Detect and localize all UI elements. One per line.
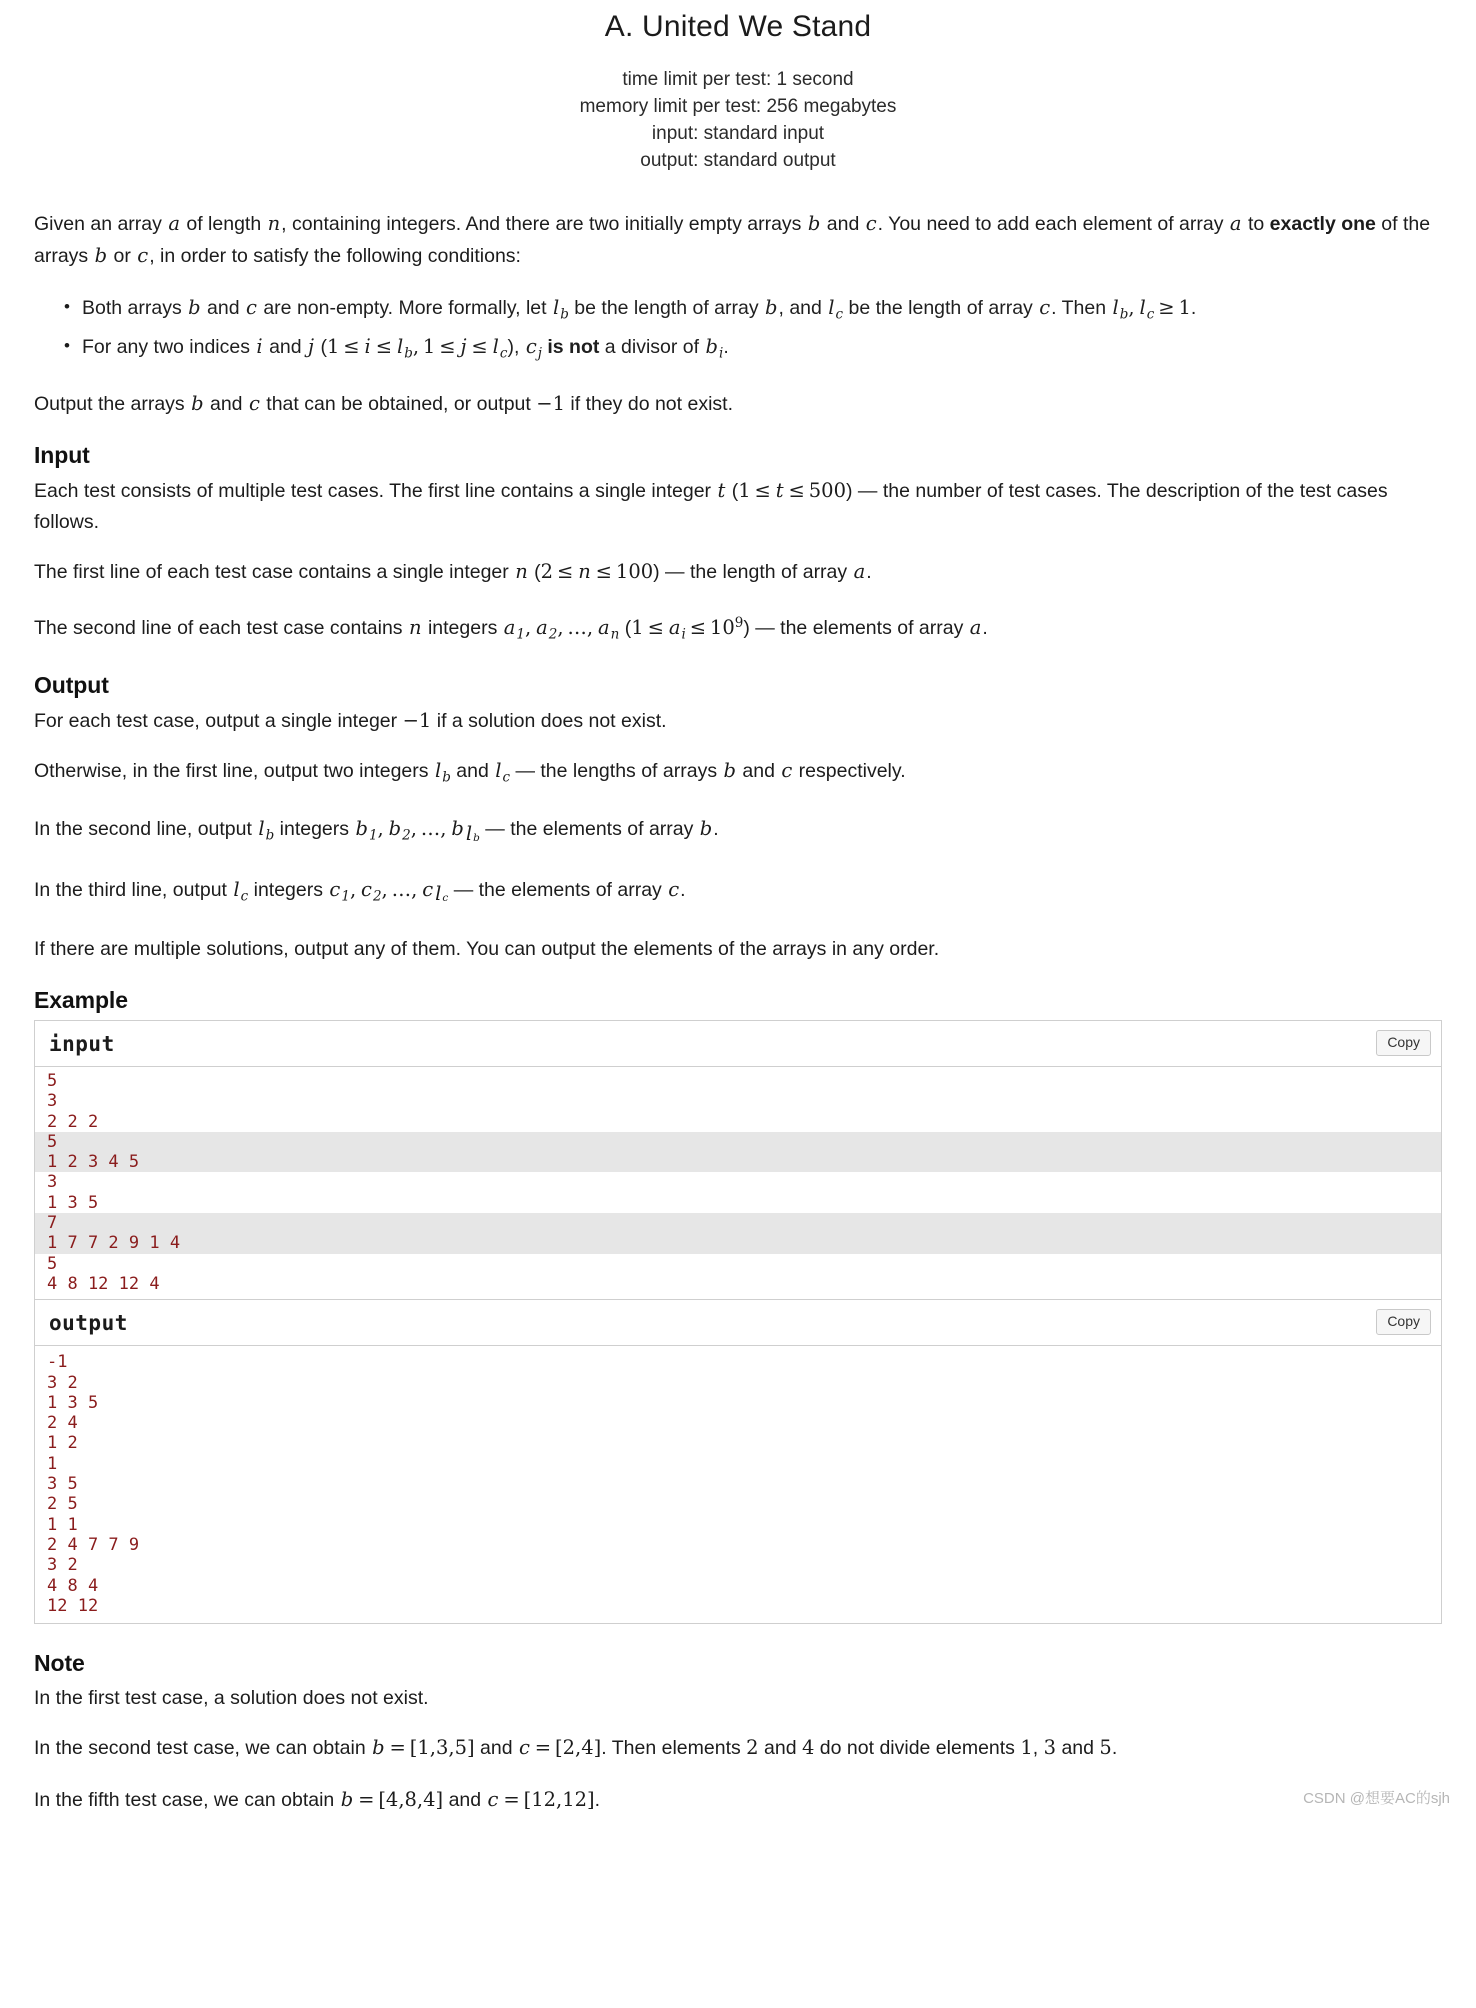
- input-spec: input: standard input: [651, 123, 825, 144]
- sample-output-line: 1: [47, 1453, 58, 1474]
- text-run: ),: [507, 336, 525, 359]
- sample-input-line: 1 2 3 4 5: [35, 1152, 1441, 1172]
- math-b: b: [451, 817, 464, 841]
- math-c: c: [487, 1788, 499, 1812]
- math-t-range: 1 ≤: [738, 478, 775, 502]
- text-run: Both arrays: [82, 297, 188, 319]
- math-sub-b: b: [442, 769, 451, 786]
- text-run: be the length of array: [843, 297, 1039, 319]
- math-a-range: 1 ≤: [631, 615, 668, 639]
- sample-output-line: 2 4: [47, 1413, 78, 1434]
- math-l: l: [1112, 296, 1119, 319]
- text-run: In the third line, output: [34, 878, 233, 901]
- math-l: l: [828, 296, 835, 319]
- text-run: . You need to add each element of array: [877, 213, 1229, 235]
- math-c: c: [781, 758, 793, 782]
- math-comma: , 1 ≤: [412, 335, 460, 359]
- math-c: c: [668, 877, 680, 901]
- text-run: — the lengths of arrays: [510, 759, 723, 782]
- sample-output-line: 4 8 4: [47, 1575, 99, 1596]
- math-sub-c: c: [1146, 306, 1155, 323]
- math-eq-c: =: [530, 1736, 556, 1760]
- text-run: integers: [422, 616, 503, 639]
- math-b-value-5: [4,8,4]: [378, 1788, 444, 1812]
- math-i: i: [364, 335, 371, 359]
- math-ineq: ≤: [467, 335, 492, 359]
- note-paragraph-3: [34, 1784, 1442, 1816]
- text-run: Each test consists of multiple test cases. The first line contains a single integer: [34, 479, 717, 502]
- problem-header: [0, 0, 1476, 174]
- page-title: A. United We Stand: [604, 10, 872, 43]
- text-run: .: [594, 1789, 601, 1812]
- text-run: .: [713, 818, 719, 841]
- problem-content: [0, 208, 1476, 1816]
- text-run: if they do not exist.: [564, 392, 733, 415]
- math-two: 2: [746, 1736, 759, 1760]
- math-sub-lb: [465, 821, 480, 845]
- math-minus-one: −1: [402, 708, 432, 732]
- text-run: The second line of each test case contains: [34, 616, 408, 639]
- text-run: ,: [1032, 1737, 1044, 1760]
- math-four: 4: [801, 1736, 815, 1760]
- sample-output-header: [35, 1299, 1441, 1346]
- math-c: c: [329, 877, 341, 901]
- math-sub-n: n: [610, 625, 620, 642]
- math-sub-c: c: [442, 891, 449, 904]
- text-run: and: [450, 759, 495, 782]
- memory-limit: memory limit per test: 256 megabytes: [579, 96, 897, 117]
- text-run: ) — the length of array: [653, 560, 853, 583]
- sample-output-line: 2 5: [47, 1494, 78, 1515]
- sample-input-line: 7: [35, 1213, 1441, 1233]
- text-run: and: [758, 1737, 802, 1760]
- sample-input-data[interactable]: [35, 1067, 1441, 1299]
- sample-output-line: 1 1: [47, 1514, 78, 1535]
- math-b: b: [723, 758, 736, 782]
- math-b: b: [340, 1788, 354, 1812]
- sample-output-line: 2 4 7 7 9: [47, 1534, 140, 1555]
- math-b: b: [188, 296, 201, 319]
- math-three: 3: [1043, 1736, 1057, 1760]
- math-ineq: ≤: [371, 335, 396, 359]
- math-sub-c: c: [240, 887, 249, 904]
- text-run: .: [1111, 1737, 1118, 1760]
- math-sub-b: b: [1119, 306, 1129, 323]
- math-sub-b: b: [265, 827, 275, 844]
- sample-input-line: 1 3 5: [47, 1192, 99, 1213]
- math-n: n: [578, 559, 591, 583]
- math-comma: ,: [1128, 296, 1139, 319]
- statement-paragraph-1: [34, 208, 1442, 272]
- math-l: l: [258, 817, 265, 841]
- text-run: and: [263, 336, 308, 359]
- text-run: and: [1056, 1737, 1100, 1760]
- sample-tests: [34, 1020, 1442, 1624]
- math-n-range: 2 ≤: [540, 559, 578, 583]
- math-a: a: [168, 212, 180, 235]
- sample-input-line: 3: [47, 1172, 58, 1193]
- text-run: integers: [274, 818, 355, 841]
- math-a: a: [503, 615, 516, 639]
- math-a: a: [598, 615, 610, 639]
- text-run: or: [108, 245, 137, 267]
- math-sub-b: b: [404, 345, 413, 362]
- text-run: In the second line, output: [34, 818, 258, 841]
- statement-paragraph-2: [34, 388, 1442, 420]
- output-paragraph-4: [34, 874, 1442, 914]
- math-l: l: [434, 758, 442, 782]
- sample-input-line: 5: [47, 1253, 58, 1274]
- text-run: . Then: [1051, 297, 1112, 319]
- math-l: l: [552, 296, 560, 319]
- math-a: a: [668, 615, 681, 639]
- math-l: l: [1139, 296, 1146, 319]
- sample-output-data[interactable]: [35, 1346, 1441, 1623]
- sample-input-line: 2 2 2: [47, 1111, 99, 1132]
- math-sub-b: b: [473, 831, 480, 844]
- math-j: j: [308, 335, 315, 359]
- math-c: c: [865, 212, 877, 235]
- section-heading-example: Example: [34, 986, 128, 1013]
- text-run: ) — the elements of array: [743, 616, 969, 639]
- text-run: a divisor of: [599, 336, 705, 359]
- text-run: In the second test case, we can obtain: [34, 1737, 372, 1760]
- text-run: (: [619, 616, 632, 639]
- math-b: b: [765, 296, 778, 319]
- math-one: 1: [1020, 1736, 1033, 1760]
- math-c: c: [248, 391, 260, 415]
- math-sub-c: c: [502, 769, 511, 786]
- input-paragraph-1: [34, 475, 1442, 538]
- emphasis-is-not: is not: [547, 336, 600, 359]
- copy-input-button[interactable]: Copy: [1376, 1030, 1431, 1056]
- math-b: b: [94, 244, 108, 267]
- text-run: and: [821, 213, 865, 235]
- output-spec: output: standard output: [640, 150, 836, 171]
- copy-output-button[interactable]: Copy: [1376, 1309, 1431, 1335]
- math-sub-c: c: [499, 345, 508, 362]
- text-run: .: [982, 616, 988, 639]
- input-paragraph-3: [34, 608, 1442, 650]
- math-dots: , …,: [381, 877, 422, 901]
- output-paragraph-2: [34, 755, 1442, 793]
- text-run: .: [723, 336, 729, 359]
- text-run: (: [528, 560, 541, 583]
- math-a: a: [1229, 212, 1242, 235]
- math-b: b: [705, 335, 718, 359]
- math-c: c: [525, 335, 537, 359]
- text-run: .: [866, 560, 872, 583]
- text-run: Output the arrays: [34, 392, 191, 415]
- math-a: a: [853, 559, 866, 583]
- math-comma: ,: [377, 817, 388, 841]
- text-run: of the arrays: [34, 213, 1431, 267]
- text-run: of length: [180, 213, 267, 235]
- math-eq-c: =: [499, 1788, 524, 1812]
- sample-output-line: 1 2: [47, 1433, 78, 1454]
- math-c: c: [422, 877, 434, 901]
- math-minus-one: −1: [536, 391, 565, 415]
- sample-output-line: 12 12: [47, 1595, 99, 1616]
- math-c: c: [518, 1736, 530, 1760]
- text-run: that can be obtained, or output: [260, 392, 537, 415]
- text-run: .: [1190, 297, 1197, 319]
- math-sub-lc: [434, 881, 449, 905]
- math-b: b: [388, 817, 402, 841]
- math-l: l: [495, 758, 502, 782]
- text-run: integers: [248, 878, 329, 901]
- math-sub-i: i: [681, 625, 686, 642]
- math-eq-b: =: [385, 1736, 410, 1760]
- output-paragraph-3: [34, 813, 1442, 853]
- text-run: to: [1242, 213, 1270, 235]
- text-run: are non-empty. More formally, let: [257, 297, 552, 319]
- math-c-value: [2,4]: [555, 1736, 602, 1760]
- sample-output-line: 3 5: [47, 1474, 78, 1495]
- math-b: b: [807, 212, 821, 235]
- text-run: For each test case, output a single integer: [34, 709, 403, 732]
- sample-output-line: -1: [47, 1352, 68, 1373]
- sample-input-line: 5: [47, 1070, 58, 1091]
- math-sub-i: i: [718, 345, 724, 362]
- math-l: l: [233, 877, 240, 901]
- output-paragraph-1: [34, 705, 1442, 737]
- section-heading-note: Note: [34, 1650, 85, 1677]
- text-run: — the elements of array: [479, 818, 699, 841]
- sample-input-line: 4 8 12 12 4: [47, 1273, 160, 1294]
- math-b: b: [699, 817, 713, 841]
- text-run: and: [201, 297, 245, 319]
- emphasis-exactly-one: exactly one: [1269, 213, 1376, 235]
- math-sub-2: 2: [372, 887, 382, 904]
- sample-input-line: 1 7 7 2 9 1 4: [35, 1233, 1441, 1253]
- math-sup-9: 9: [734, 614, 744, 631]
- text-run: and: [443, 1789, 487, 1812]
- math-t: t: [775, 478, 784, 502]
- math-comma: ,: [525, 615, 536, 639]
- note-paragraph-2: [34, 1732, 1442, 1764]
- math-sub-1: 1: [368, 827, 378, 844]
- math-b-value: [1,3,5]: [409, 1736, 475, 1760]
- text-run: (: [315, 336, 327, 359]
- math-sub-1: 1: [341, 887, 350, 904]
- text-run: , containing integers. And there are two initially empty arrays: [281, 213, 807, 235]
- text-run: and: [736, 759, 781, 782]
- input-paragraph-2: [34, 556, 1442, 588]
- math-five: 5: [1099, 1736, 1112, 1760]
- note-paragraph-1: In the first test case, a solution does not exist.: [34, 1687, 429, 1710]
- math-a-range-2: ≤ 10: [685, 615, 735, 639]
- text-run: , and: [778, 297, 828, 319]
- text-run: and: [474, 1737, 518, 1760]
- math-t: t: [717, 478, 726, 502]
- sample-input-label: input: [49, 1031, 115, 1056]
- text-run: Given an array: [34, 213, 168, 235]
- text-run: . Then elements: [601, 1737, 747, 1760]
- text-run: In the fifth test case, we can obtain: [34, 1789, 340, 1812]
- section-heading-output: Output: [34, 671, 109, 698]
- math-dots: , …,: [557, 615, 598, 639]
- sample-output-line: 1 3 5: [47, 1392, 99, 1413]
- legend: [34, 208, 1442, 420]
- math-n: n: [267, 212, 281, 235]
- math-ge-one: ≥ 1: [1154, 296, 1191, 319]
- text-run: — the elements of array: [448, 878, 668, 901]
- math-t-range-2: ≤ 500: [784, 478, 846, 502]
- math-c: c: [361, 877, 372, 901]
- math-l: l: [435, 881, 442, 905]
- sample-input-header: [35, 1021, 1441, 1067]
- math-l: l: [492, 335, 499, 359]
- sample-input-line: 5: [35, 1132, 1441, 1152]
- math-b: b: [372, 1736, 385, 1760]
- list-item: [66, 292, 1442, 330]
- time-limit: time limit per test: 1 second: [622, 69, 854, 90]
- math-b: b: [191, 391, 204, 415]
- output-paragraph-5: If there are multiple solutions, output any of them. You can output the elements of the arrays in any order.: [34, 937, 940, 960]
- math-sub-1: 1: [516, 625, 525, 642]
- math-sub-c: c: [835, 306, 844, 323]
- math-a: a: [969, 615, 982, 639]
- math-ineq: 1 ≤: [327, 335, 364, 359]
- math-i: i: [256, 335, 263, 359]
- math-c: c: [1039, 296, 1051, 319]
- math-comma: ,: [349, 877, 361, 901]
- conditions-list: [34, 292, 1442, 370]
- math-sub-2: 2: [402, 827, 411, 844]
- text-run: The first line of each test case contains a single integer: [34, 560, 515, 583]
- math-dots: , …,: [410, 817, 451, 841]
- math-sub-2: 2: [548, 625, 558, 642]
- math-eq-b: =: [354, 1788, 379, 1812]
- text-run: Otherwise, in the first line, output two integers: [34, 759, 434, 782]
- math-sub-b: b: [560, 306, 569, 323]
- text-run: For any two indices: [82, 336, 256, 359]
- math-l: l: [396, 335, 404, 359]
- text-run: do not divide elements: [814, 1737, 1021, 1760]
- math-n: n: [515, 559, 528, 583]
- text-run: (: [726, 479, 739, 502]
- text-run: .: [680, 878, 686, 901]
- sample-output-line: 3 2: [47, 1555, 78, 1576]
- math-n: n: [408, 615, 422, 639]
- sample-output-line: 3 2: [47, 1372, 78, 1393]
- math-c: c: [246, 296, 257, 319]
- list-item: [66, 331, 1442, 369]
- math-b: b: [355, 817, 368, 841]
- math-c-value-5: [12,12]: [523, 1788, 595, 1812]
- sample-output-label: output: [49, 1311, 128, 1336]
- text-run: ) — the number of test cases. The description of the test cases follows.: [34, 479, 1388, 533]
- math-j: j: [460, 335, 467, 359]
- text-run: , in order to satisfy the following conditions:: [149, 245, 521, 267]
- math-n-range-2: ≤ 100: [591, 559, 654, 583]
- math-l: l: [465, 821, 473, 845]
- math-a: a: [536, 615, 548, 639]
- text-run: if a solution does not exist.: [431, 709, 667, 732]
- text-run: respectively.: [793, 759, 906, 782]
- sample-input-line: 3: [47, 1091, 58, 1112]
- text-run: be the length of array: [568, 297, 764, 319]
- math-sub-j: j: [537, 345, 542, 362]
- math-c: c: [137, 244, 149, 267]
- section-heading-input: Input: [34, 441, 90, 468]
- text-run: and: [204, 392, 248, 415]
- watermark: CSDN @想要AC的sjh: [1303, 1790, 1450, 1808]
